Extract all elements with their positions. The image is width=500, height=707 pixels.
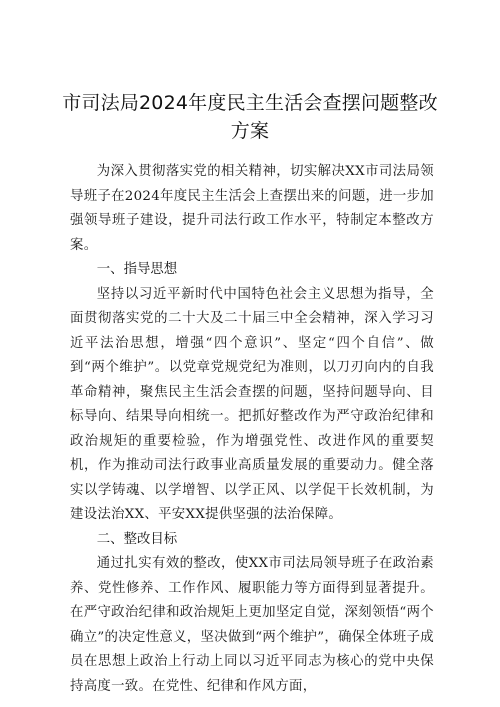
- intro-paragraph: 为深入贯彻落实党的相关精神，切实解决XX市司法局领导班子在2024年度民主生活会上查摆出来的问题，进一步加强领导班子建设，提升司法行政工作水平，特制定本整改方案。: [70, 164, 434, 253]
- section-heading-guiding-ideology: 一、指导思想: [96, 262, 178, 277]
- section-heading-rectification-goals: 二、整改目标: [96, 531, 178, 547]
- document-title-line-2: 方案: [230, 120, 270, 142]
- section-paragraph-rectification-goals: 通过扎实有效的整改，使XX市司法局领导班子在政治素养、党性修养、工作作风、履职能力等方面得到显著提升。在严守政治纪律和政治规矩上更加坚定自觉，深刻领悟“两个确立”的决定性意义，坚决做到“两个维护”，确保全体班子成员在思想上政治上行动上同以习近平同志为核心的党中央保持高度一致。在党性、纪律和作风方面，: [70, 556, 434, 694]
- document-title-line-1: 市司法局2024年度民主生活会查摆问题整改: [62, 92, 438, 114]
- document-body: [70, 160, 434, 699]
- section-paragraph-guiding-ideology: 坚持以习近平新时代中国特色社会主义思想为指导，全面贯彻落实党的二十大及二十届三中全会精神，深入学习习近平法治思想，增强“四个意识”、坚定“四个自信”、做到“两个维护”。以党章党规党纪为准则，以刀刃向内的自我革命精神，聚焦民主生活会查摆的问题，坚持问题导向、目标导向、结果导向相统一。把抓好整改作为严守政治纪律和政治规矩的重要检验，作为增强党性、改进作风的重要契机，作为推动司法行政事业高质量发展的重要动力。健全落实以学铸魂、以学增智、以学正风、以学促干长效机制，为建设法治XX、平安XX提供坚强的法治保障。: [70, 286, 434, 522]
